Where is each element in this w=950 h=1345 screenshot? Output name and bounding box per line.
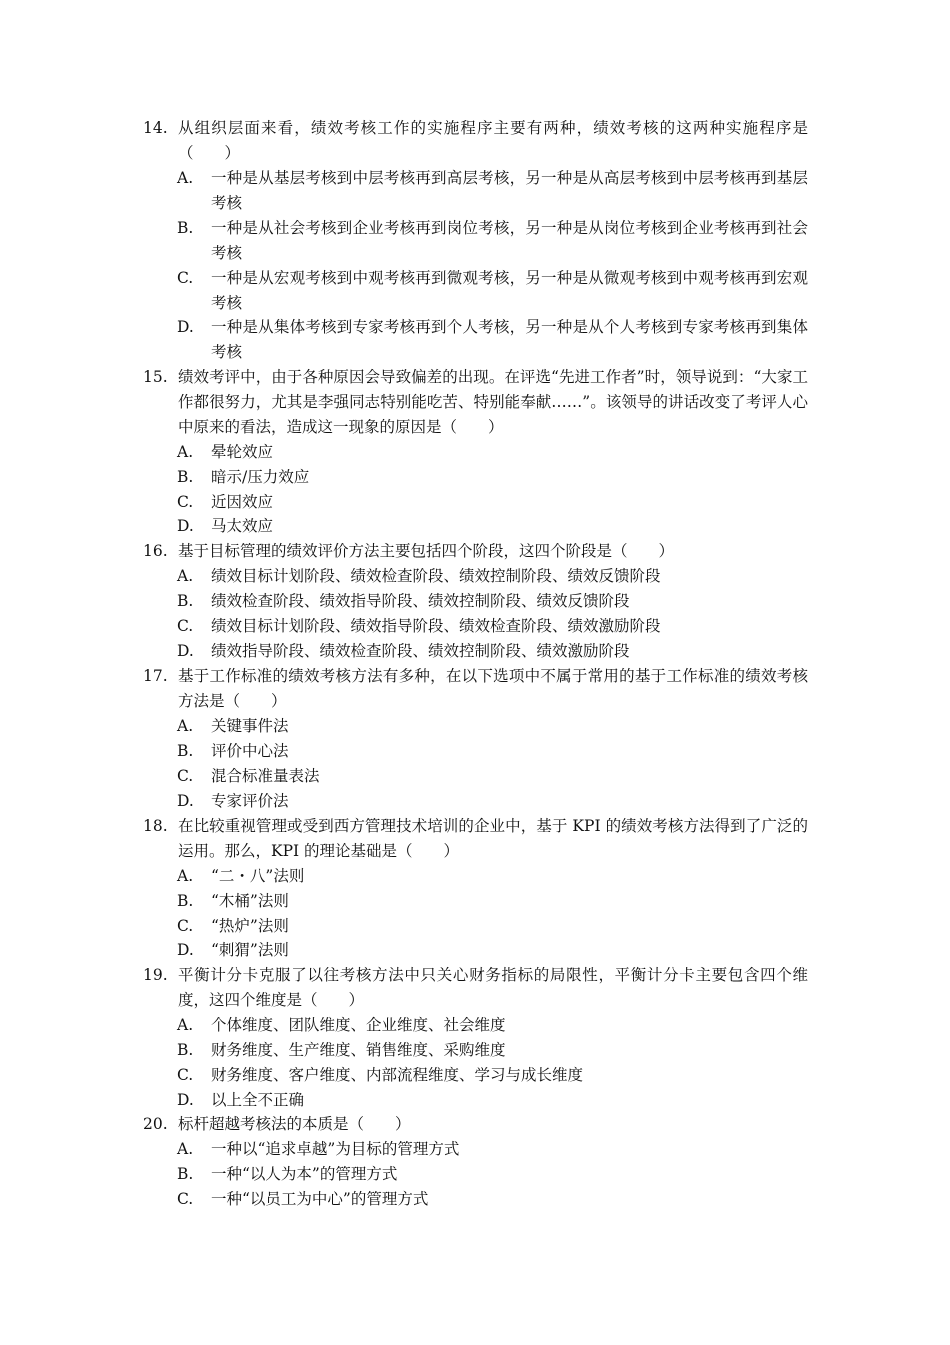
option-text: 个体维度、团队维度、企业维度、社会维度 — [211, 1016, 506, 1034]
question-number: 15. — [143, 368, 168, 386]
option-letter: A. — [177, 1016, 194, 1034]
option-letter: B. — [177, 592, 194, 610]
option-text: 专家评价法 — [211, 792, 289, 810]
option-text: 绩效指导阶段、绩效检查阶段、绩效控制阶段、绩效激励阶段 — [211, 642, 630, 660]
option-text: 一种“以员工为中心”的管理方式 — [211, 1190, 429, 1208]
option-letter: A. — [177, 169, 194, 187]
option-text: “热炉”法则 — [211, 917, 289, 935]
option-text: 近因效应 — [211, 493, 274, 511]
option-letter: C. — [177, 1190, 194, 1208]
option-text: 绩效目标计划阶段、绩效指导阶段、绩效检查阶段、绩效激励阶段 — [211, 617, 661, 635]
option-text: 绩效检查阶段、绩效指导阶段、绩效控制阶段、绩效反馈阶段 — [211, 592, 630, 610]
option-letter: B. — [177, 1041, 194, 1059]
option-text: 混合标准量表法 — [211, 767, 320, 785]
question-stem: 绩效考评中，由于各种原因会导致偏差的出现。在评选“先进工作者”时，领导说到：“大家工作都很努力，尤其是李强同志特别能吃苦、特别能奉献……”。该领导的讲话改变了考评人心中原来的看法，造成这一现象的原因是（ ） — [178, 368, 808, 436]
option-letter: D. — [177, 642, 194, 660]
option-letter: B. — [177, 468, 194, 486]
option-letter: A. — [177, 717, 194, 735]
question-number: 20. — [143, 1115, 168, 1133]
option-letter: D. — [177, 792, 194, 810]
option-text: “木桶”法则 — [211, 892, 289, 910]
option-letter: C. — [177, 493, 194, 511]
option-text: 评价中心法 — [211, 742, 289, 760]
option-text: 绩效目标计划阶段、绩效检查阶段、绩效控制阶段、绩效反馈阶段 — [211, 567, 661, 585]
option-letter: A. — [177, 867, 194, 885]
option-letter: A. — [177, 443, 194, 461]
question-number: 16. — [143, 542, 168, 560]
question-stem: 在比较重视管理或受到西方管理技术培训的企业中，基于 KPI 的绩效考核方法得到了广泛的运用。那么，KPI 的理论基础是（ ） — [178, 817, 808, 860]
option-letter: C. — [177, 617, 194, 635]
question-number: 18. — [143, 817, 168, 835]
option-text: 财务维度、生产维度、销售维度、采购维度 — [211, 1041, 506, 1059]
option-letter: B. — [177, 742, 194, 760]
option-text: 一种“以人为本”的管理方式 — [211, 1165, 398, 1183]
option-text: “刺猬”法则 — [211, 941, 289, 959]
question-stem: 平衡计分卡克服了以往考核方法中只关心财务指标的局限性，平衡计分卡主要包含四个维度，这四个维度是（ ） — [178, 966, 808, 1009]
option-text: 暗示/压力效应 — [211, 468, 310, 486]
option-letter: D. — [177, 517, 194, 535]
option-letter: B. — [177, 1165, 194, 1183]
option-text: 一种是从基层考核到中层考核再到高层考核，另一种是从高层考核到中层考核再到基层考核 — [211, 169, 808, 212]
question-stem: 基于目标管理的绩效评价方法主要包括四个阶段，这四个阶段是（ ） — [178, 542, 675, 560]
option-letter: C. — [177, 269, 194, 287]
option-letter: B. — [177, 892, 194, 910]
option-text: 关键事件法 — [211, 717, 289, 735]
option-text: 一种以“追求卓越”为目标的管理方式 — [211, 1140, 460, 1158]
option-text: 马太效应 — [211, 517, 274, 535]
question-stem: 标杆超越考核法的本质是（ ） — [178, 1115, 411, 1133]
option-letter: D. — [177, 318, 194, 336]
option-letter: D. — [177, 1091, 194, 1109]
option-letter: C. — [177, 1066, 194, 1084]
option-letter: A. — [177, 567, 194, 585]
option-text: “二・八”法则 — [211, 867, 305, 885]
option-letter: D. — [177, 941, 194, 959]
option-letter: A. — [177, 1140, 194, 1158]
question-number: 14. — [143, 119, 168, 137]
option-letter: C. — [177, 917, 194, 935]
option-text: 一种是从社会考核到企业考核再到岗位考核，另一种是从岗位考核到企业考核再到社会考核 — [211, 219, 808, 262]
question-number: 19. — [143, 966, 168, 984]
option-letter: B. — [177, 219, 194, 237]
option-text: 财务维度、客户维度、内部流程维度、学习与成长维度 — [211, 1066, 584, 1084]
question-number: 17. — [143, 667, 168, 685]
option-text: 以上全不正确 — [211, 1091, 305, 1109]
option-text: 一种是从集体考核到专家考核再到个人考核，另一种是从个人考核到专家考核再到集体考核 — [211, 318, 808, 361]
option-text: 一种是从宏观考核到中观考核再到微观考核，另一种是从微观考核到中观考核再到宏观考核 — [211, 269, 808, 312]
question-stem: 从组织层面来看，绩效考核工作的实施程序主要有两种，绩效考核的这两种实施程序是（ ） — [178, 119, 808, 162]
question-stem: 基于工作标准的绩效考核方法有多种，在以下选项中不属于常用的基于工作标准的绩效考核方法是（ ） — [178, 667, 808, 710]
option-letter: C. — [177, 767, 194, 785]
option-text: 晕轮效应 — [211, 443, 274, 461]
